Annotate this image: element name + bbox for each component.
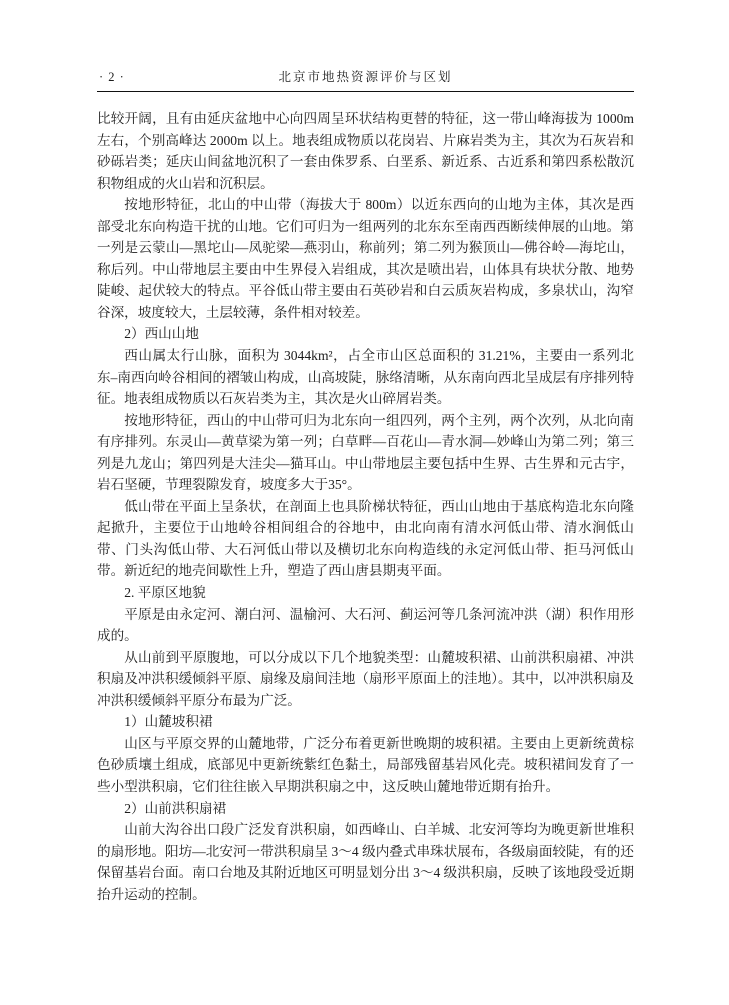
paragraph: 山区与平原交界的山麓地带，广泛分布着更新世晚期的坡积裙。主要由上更新统黄棕色砂质壤土组成，底部见中更新统紫红色黏土，局部残留基岩风化壳。坡积裙间发育了一些小型洪积扇，它们往往嵌入早期洪积扇之中，这反映山麓地带近期有抬升。	[97, 735, 634, 794]
paragraph: 按地形特征，西山的中山带可归为北东向一组四列，两个主列，两个次列，从北向南有序排列。东灵山—黄草梁为第一列；白草畔—百花山—青水洞—妙峰山为第二列；第三列是九龙山；第四列是大洼尖—猫耳山。中山带地层主要包括中生界、古生界和元古宇，岩石坚硬，节理裂隙发育，坡度多大于35°。	[97, 412, 634, 493]
paragraph: 从山前到平原腹地，可以分成以下几个地貌类型：山麓坡积裙、山前洪积扇裙、冲洪积扇及冲洪积缓倾斜平原、扇缘及扇间洼地（扇形平原面上的洼地）。其中，以冲洪积扇及冲洪积缓倾斜平原分布最为广泛。	[97, 649, 634, 708]
section-heading: 2）西山山地	[124, 326, 199, 342]
paragraph: 比较开阔，且有由延庆盆地中心向四周呈环状结构更替的特征，这一带山峰海拔为 1000m 左右，个别高峰达 2000m 以上。地表组成物质以花岗岩、片麻岩类为主，其次为石灰岩和砂砾岩类；延庆山间盆地沉积了一套由侏罗系、白垩系、新近系、古近系和第四系松散沉积物组成的火山岩和沉积层。	[97, 111, 634, 191]
page-number: · 2 ·	[99, 70, 125, 84]
page-header	[97, 68, 634, 86]
body-text	[97, 108, 634, 905]
section-heading: 1）山麓坡积裙	[124, 714, 213, 730]
paragraph: 山前大沟谷出口段广泛发育洪积扇，如西峰山、白羊城、北安河等均为晚更新世堆积的扇形地。阳坊—北安河一带洪积扇呈 3～4 级内叠式串珠状展布，各级扇面较陡，有的还保留基岩台面。南口台地及其附近地区可明显划分出 3～4 级洪积扇，反映了该地段受近期抬升运动的控制。	[97, 822, 634, 902]
section-heading: 2）山前洪积扇裙	[124, 800, 227, 816]
paragraph: 平原是由永定河、潮白河、温榆河、大石河、蓟运河等几条河流冲洪（湖）积作用形成的。	[97, 606, 634, 644]
section-heading: 2. 平原区地貌	[124, 585, 206, 601]
paragraph: 按地形特征，北山的中山带（海拔大于 800m）以近东西向的山地为主体，其次是西部受北东向构造干扰的山地。它们可归为一组两列的北东东至南西西断续伸展的山地。第一列是云蒙山—黑坨山—凤驼梁—燕羽山，称前列；第二列为猴顶山—佛谷岭—海坨山，称后列。中山带地层主要由中生界侵入岩组成，其次是喷出岩，山体具有块状分散、地势陡峻、起伏较大的特点。平谷低山带主要由石英砂岩和白云质灰岩构成，多泉状山，沟窄谷深，坡度较大，土层较薄，条件相对较差。	[97, 197, 634, 320]
paragraph: 低山带在平面上呈条状，在剖面上也具阶梯状特征，西山山地由于基底构造北东向隆起掀升，主要位于山地岭谷相间组合的谷地中，由北向南有清水河低山带、清水涧低山带、门头沟低山带、大石河低山带以及横切北东向构造线的永定河低山带、拒马河低山带。新近纪的地壳间歇性上升，塑造了西山唐县期夷平面。	[97, 498, 634, 579]
paragraph: 西山属太行山脉，面积为 3044km²，占全市山区总面积的 31.21%，主要由一系列北东–南西向岭谷相间的褶皱山构成，山高坡陡，脉络清晰，从东南向西北呈成层有序排列特征。地表组成物质以石灰岩类为主，其次是火山碎屑岩类。	[97, 348, 634, 407]
header-rule	[97, 91, 634, 92]
running-title: 北京市地热资源评价与区划	[278, 70, 453, 84]
